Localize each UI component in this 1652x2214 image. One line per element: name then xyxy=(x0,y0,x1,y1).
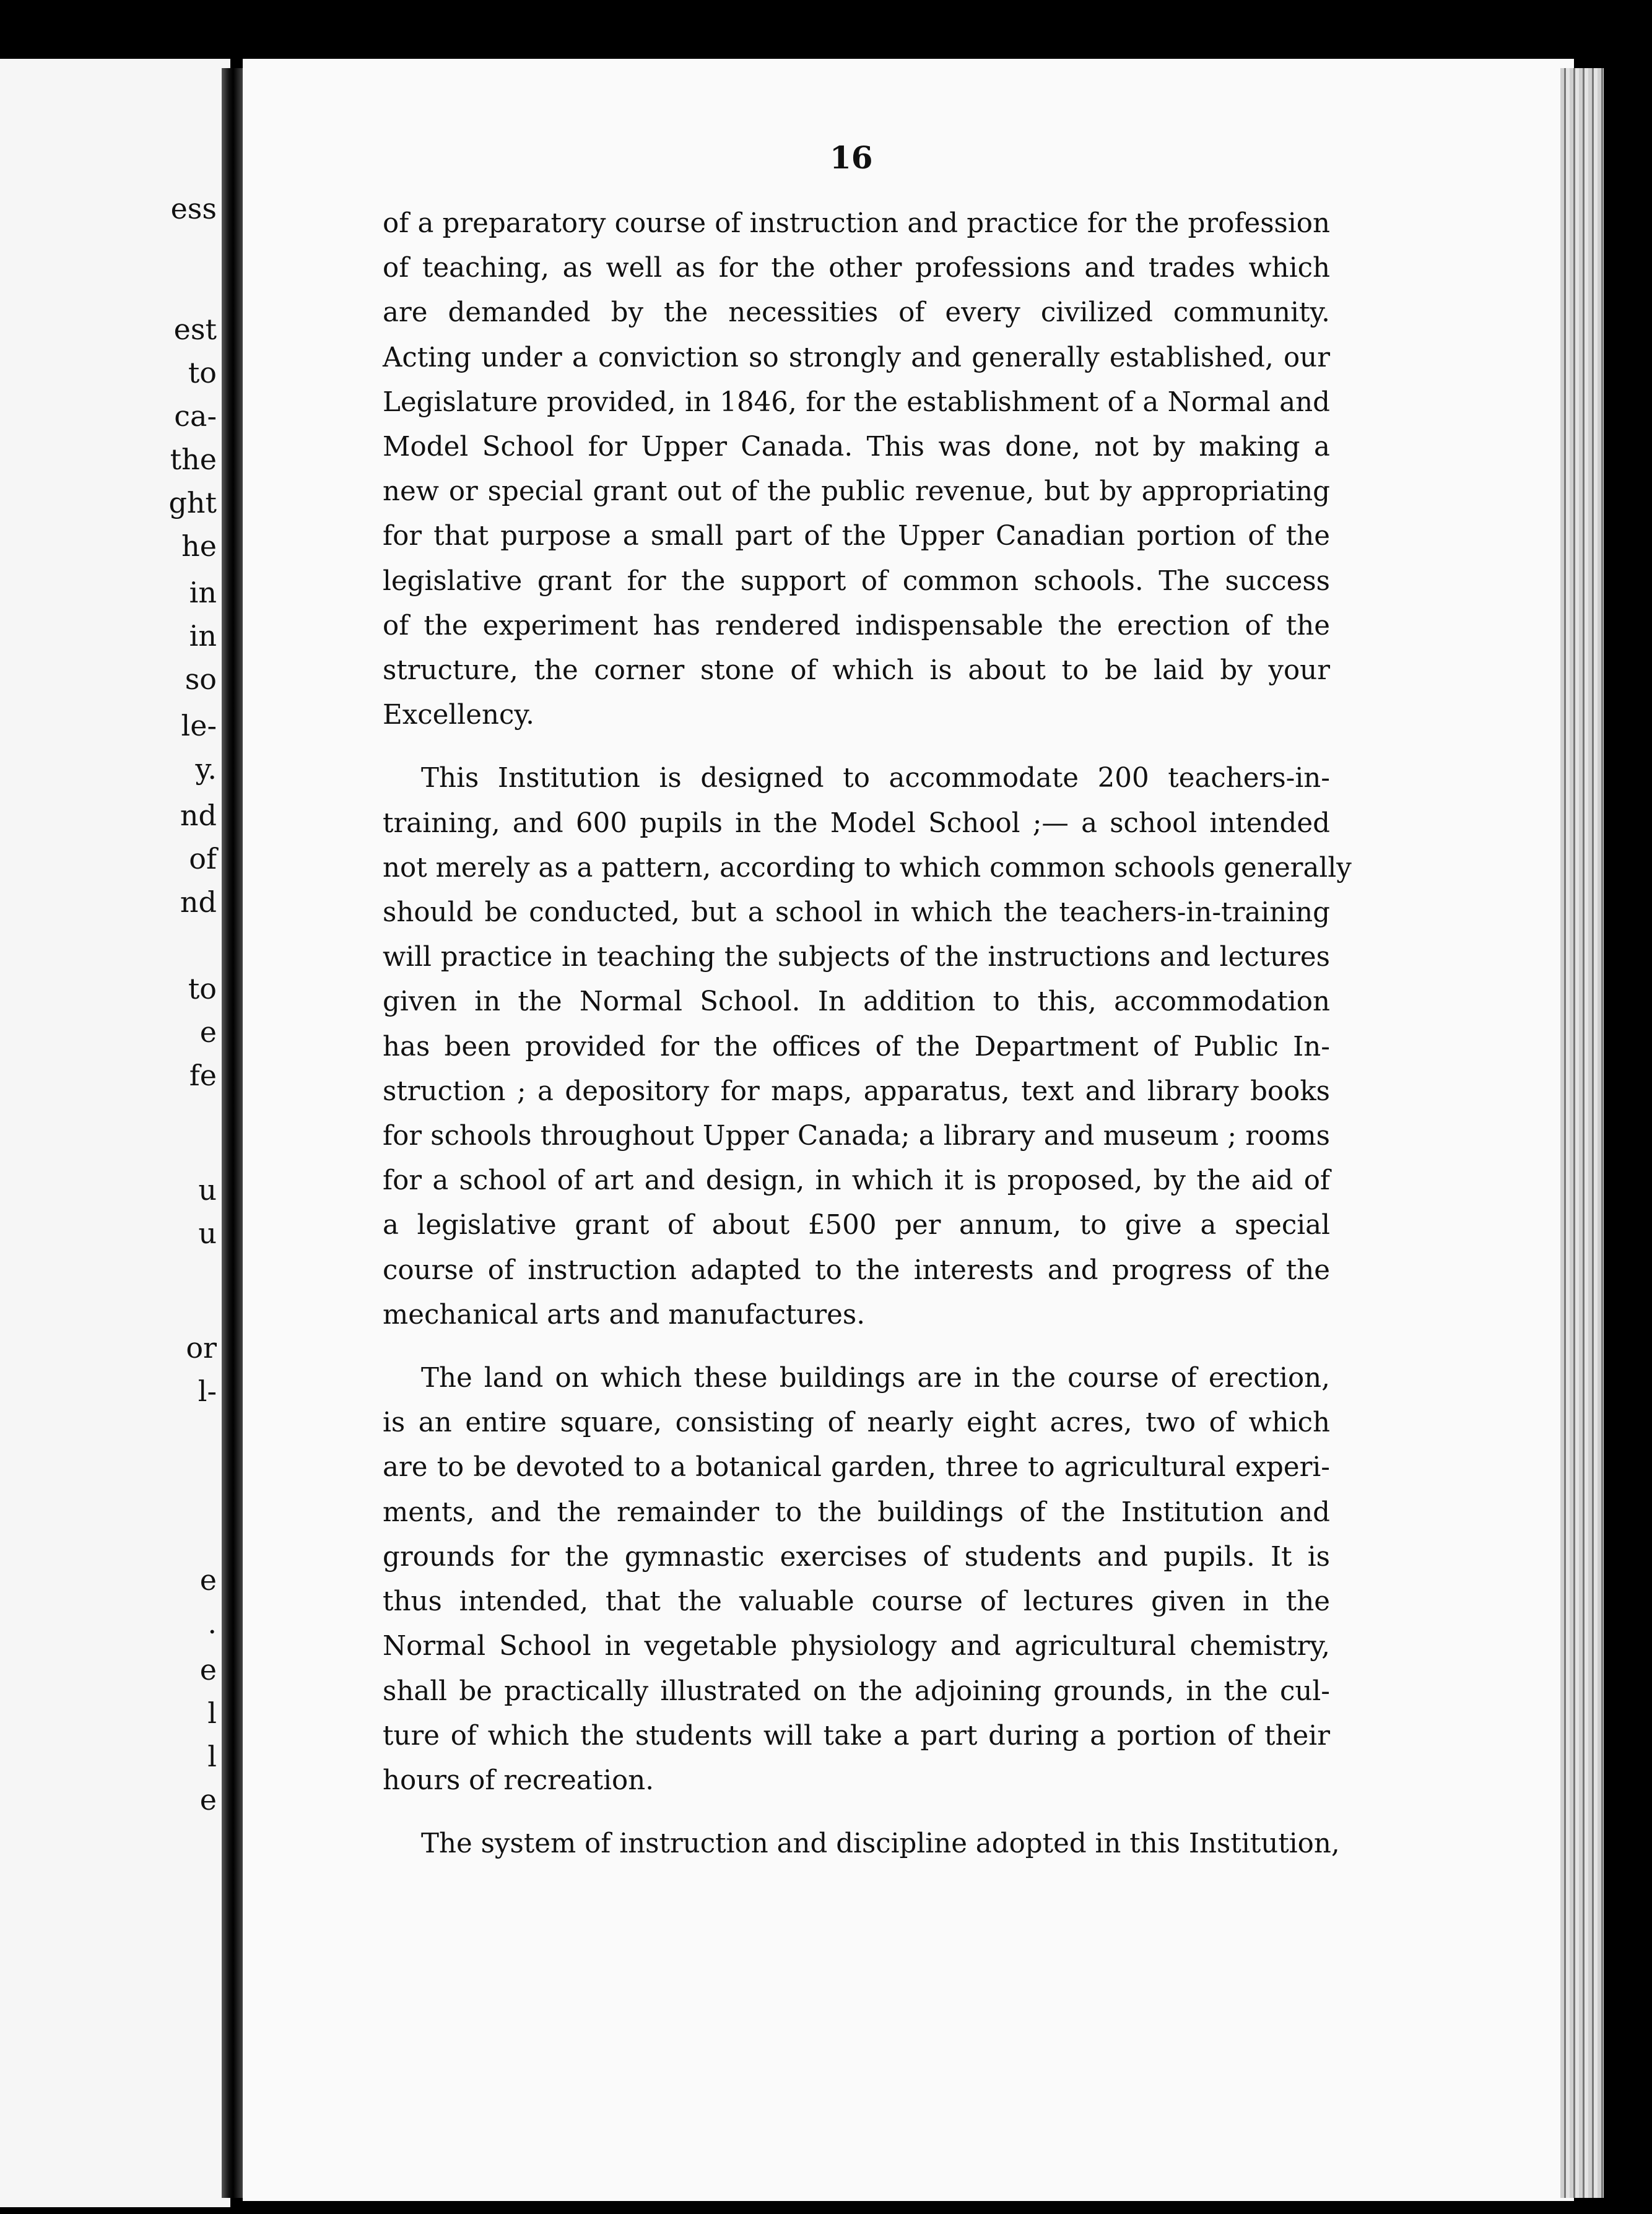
page-number: 16 xyxy=(830,139,873,176)
paragraph xyxy=(383,1821,1340,1866)
text-line: of the experiment has rendered indispensable the erection of the xyxy=(383,610,1330,641)
line-ending-fragment: to xyxy=(188,972,217,1005)
line-ending-fragment: est xyxy=(173,313,217,346)
text-line: new or special grant out of the public revenue, but by appropriating xyxy=(383,476,1330,508)
paragraph xyxy=(383,1356,1330,1803)
line-ending-fragment: l- xyxy=(198,1374,217,1408)
text-line: are demanded by the necessities of every civilized community. xyxy=(383,297,1330,329)
text-line: mechanical arts and manufactures. xyxy=(383,1299,866,1331)
paragraph xyxy=(383,756,1352,1337)
text-line: ments, and the remainder to the buildings of the Institution and xyxy=(383,1496,1330,1528)
body-text xyxy=(383,201,1352,1866)
text-line: of teaching, as well as for the other professions and trades which xyxy=(383,253,1330,284)
text-line: a legislative grant of about £500 per annum, to give a special xyxy=(383,1210,1330,1241)
book-gutter xyxy=(222,68,243,2198)
line-ending-fragment: he xyxy=(181,529,217,563)
line-ending-fragment: in xyxy=(189,619,217,653)
line-ending-fragment: the xyxy=(170,443,217,476)
line-ending-fragment: so xyxy=(185,662,217,696)
line-ending-fragment: e xyxy=(199,1653,217,1687)
previous-page-fragment xyxy=(0,59,230,2207)
text-line: for schools throughout Upper Canada; a library and museum ; rooms xyxy=(383,1121,1330,1152)
line-ending-fragment: l xyxy=(207,1696,217,1730)
line-ending-fragment: of xyxy=(189,842,217,875)
line-ending-fragment: e xyxy=(199,1015,217,1049)
text-line: structure, the corner stone of which is about to be laid by your xyxy=(383,655,1330,687)
text-line: is an entire square, consisting of nearly eight acres, two of which xyxy=(383,1407,1330,1439)
text-line: are to be devoted to a botanical garden, three to agricultural experi- xyxy=(383,1452,1330,1483)
line-ending-fragment: u xyxy=(198,1173,217,1207)
line-ending-fragment: e xyxy=(199,1783,217,1817)
previous-page-line-endings xyxy=(0,59,230,2207)
text-line: course of instruction adapted to the interests and progress of the xyxy=(383,1254,1330,1286)
text-line: given in the Normal School. In addition to this, accommodation xyxy=(383,986,1330,1018)
text-line: Model School for Upper Canada. This was done, not by making a xyxy=(383,432,1330,463)
line-ending-fragment: nd xyxy=(180,885,217,919)
line-ending-fragment: fe xyxy=(189,1059,217,1092)
line-ending-fragment: nd xyxy=(180,799,217,832)
text-line: Normal School in vegetable physiology and agricultural chemistry, xyxy=(383,1631,1330,1662)
text-line: hours of recreation. xyxy=(383,1765,654,1796)
line-ending-fragment: l xyxy=(207,1740,217,1773)
line-ending-fragment: . xyxy=(207,1607,217,1640)
line-ending-fragment: to xyxy=(188,356,217,389)
text-line: The land on which these buildings are in the course of erection, xyxy=(421,1363,1330,1394)
line-ending-fragment: le- xyxy=(181,709,217,742)
line-ending-fragment: y. xyxy=(195,752,217,786)
text-line: ture of which the students will take a part during a portion of their xyxy=(383,1720,1330,1752)
page-edges xyxy=(1560,68,1604,2198)
text-line: will practice in teaching the subjects of the instructions and lectures xyxy=(383,942,1330,973)
text-line: shall be practically illustrated on the adjoining grounds, in the cul- xyxy=(383,1675,1330,1707)
text-line: for a school of art and design, in which it is proposed, by the aid of xyxy=(383,1165,1330,1197)
text-line: The system of instruction and discipline adopted in this Institution, xyxy=(421,1828,1340,1860)
text-line: This Institution is designed to accommodate 200 teachers-in- xyxy=(421,763,1330,794)
line-ending-fragment: u xyxy=(198,1217,217,1250)
text-line: thus intended, that the valuable course of lectures given in the xyxy=(383,1586,1330,1618)
text-line: grounds for the gymnastic exercises of students and pupils. It is xyxy=(383,1541,1330,1573)
text-line: has been provided for the offices of the Department of Public In- xyxy=(383,1031,1330,1062)
text-line: not merely as a pattern, according to which common schools generally xyxy=(383,852,1352,883)
text-line: Legislature provided, in 1846, for the establishment of a Normal and xyxy=(383,386,1330,418)
text-line: should be conducted, but a school in which the teachers-in-training xyxy=(383,897,1330,929)
line-ending-fragment: ess xyxy=(170,192,217,225)
paragraph xyxy=(383,201,1330,737)
text-line: for that purpose a small part of the Upper Canadian portion of the xyxy=(383,521,1330,552)
text-line: Excellency. xyxy=(383,700,534,731)
line-ending-fragment: ght xyxy=(168,486,217,519)
text-line: struction ; a depository for maps, apparatus, text and library books xyxy=(383,1075,1330,1107)
text-line: training, and 600 pupils in the Model School ;— a school intended xyxy=(383,807,1330,839)
line-ending-fragment: ca- xyxy=(174,399,217,433)
line-ending-fragment: in xyxy=(189,576,217,609)
text-line: Acting under a conviction so strongly and generally established, our xyxy=(383,342,1330,373)
line-ending-fragment: e xyxy=(199,1563,217,1597)
line-ending-fragment: or xyxy=(186,1331,217,1365)
text-line: legislative grant for the support of common schools. The success xyxy=(383,565,1330,597)
text-line: of a preparatory course of instruction and practice for the profession xyxy=(383,208,1330,239)
